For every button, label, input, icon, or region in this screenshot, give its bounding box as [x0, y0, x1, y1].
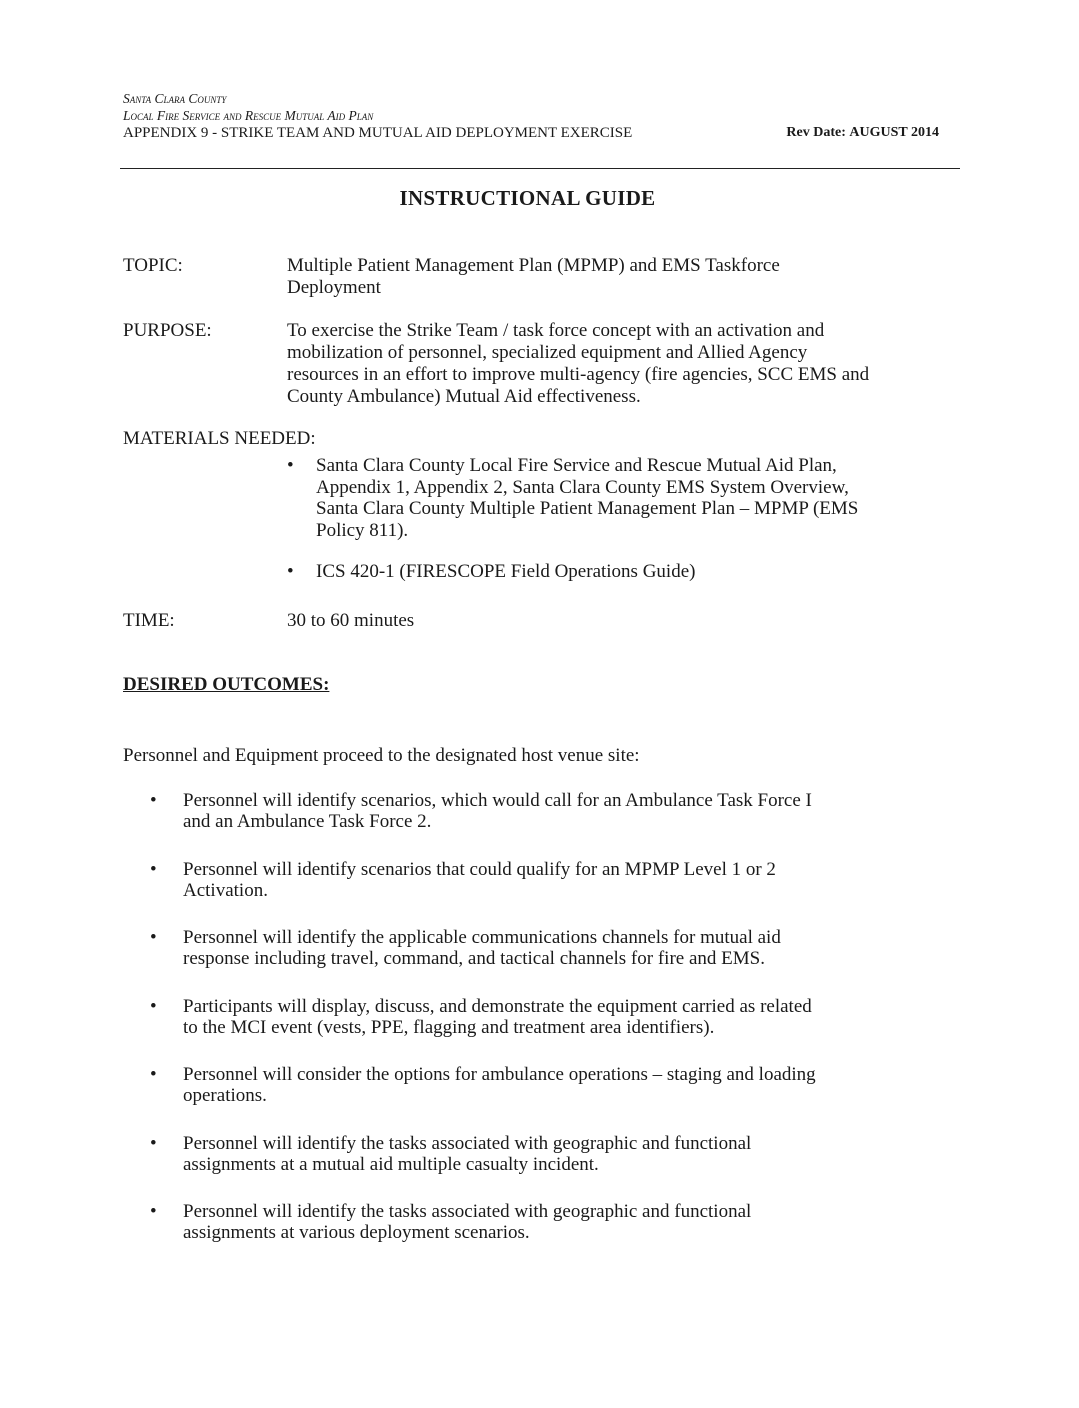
rev-date-label: Rev Date:: [786, 125, 846, 140]
bullet-icon: •: [150, 1064, 157, 1085]
topic-label: TOPIC:: [123, 255, 183, 276]
rev-date-value: AUGUST 2014: [849, 125, 939, 140]
bullet-icon: •: [150, 927, 157, 948]
outcome-line: Personnel will identify the tasks associated with geographic and functional: [183, 1132, 752, 1154]
outcome-item: [150, 790, 950, 859]
header-county: Santa Clara County: [123, 91, 227, 106]
outcome-line: Personnel will identify the applicable communications channels for mutual aid: [183, 927, 781, 948]
materials-line: ICS 420-1 (FIRESCOPE Field Operations Guide): [316, 561, 696, 582]
desired-outcomes-intro: Personnel and Equipment proceed to the designated host venue site:: [123, 745, 640, 766]
materials-label: MATERIALS NEEDED:: [123, 428, 316, 449]
header-appendix: APPENDIX 9 - STRIKE TEAM AND MUTUAL AID DEPLOYMENT EXERCISE: [123, 125, 633, 141]
outcome-line: Participants will display, discuss, and demonstrate the equipment carried as related: [183, 995, 812, 1017]
outcome-line: Personnel will consider the options for ambulance operations – staging and loading: [183, 1064, 816, 1085]
outcome-line: Activation.: [183, 879, 268, 901]
bullet-icon: •: [150, 790, 157, 811]
outcome-line: Personnel will identify scenarios that could qualify for an MPMP Level 1 or 2: [183, 858, 776, 880]
materials-item: [287, 455, 947, 541]
bullet-icon: •: [287, 561, 294, 582]
outcome-item: [150, 927, 950, 996]
bullet-icon: •: [150, 1132, 157, 1154]
purpose-text: [287, 320, 957, 408]
purpose-line: County Ambulance) Mutual Aid effectiveness.: [287, 386, 641, 407]
outcome-line: and an Ambulance Task Force 2.: [183, 811, 432, 832]
materials-line: Santa Clara County Local Fire Service and Rescue Mutual Aid Plan,: [316, 455, 837, 476]
outcome-item: [150, 1201, 950, 1270]
time-value: 30 to 60 minutes: [287, 610, 415, 631]
outcome-item: [150, 859, 950, 928]
bullet-icon: •: [150, 995, 157, 1017]
purpose-line: resources in an effort to improve multi-agency (fire agencies, SCC EMS and: [287, 364, 870, 385]
outcome-line: assignments at various deployment scenarios.: [183, 1222, 530, 1243]
purpose-line: mobilization of personnel, specialized equipment and Allied Agency: [287, 342, 808, 363]
outcome-line: response including travel, command, and tactical channels for fire and EMS.: [183, 948, 765, 969]
outcome-line: Personnel will identify scenarios, which would call for an Ambulance Task Force I: [183, 790, 812, 811]
outcome-line: to the MCI event (vests, PPE, flagging and treatment area identifiers).: [183, 1016, 715, 1038]
header-rev-date: [786, 124, 939, 142]
time-label: TIME:: [123, 610, 175, 631]
outcome-item: [150, 1064, 950, 1133]
outcome-line: assignments at a mutual aid multiple casualty incident.: [183, 1153, 599, 1175]
materials-line: Policy 811).: [316, 519, 409, 541]
materials-line: Appendix 1, Appendix 2, Santa Clara County EMS System Overview,: [316, 476, 849, 498]
outcome-item: [150, 996, 950, 1065]
header-divider: [120, 168, 960, 169]
topic-line: Deployment: [287, 277, 381, 298]
outcome-line: Personnel will identify the tasks associated with geographic and functional: [183, 1201, 752, 1222]
bullet-icon: •: [150, 1201, 157, 1222]
purpose-label: PURPOSE:: [123, 320, 212, 341]
bullet-icon: •: [150, 858, 157, 880]
page-title: INSTRUCTIONAL GUIDE: [399, 186, 656, 210]
outcome-item: [150, 1133, 950, 1202]
materials-line: Santa Clara County Multiple Patient Management Plan – MPMP (EMS: [316, 498, 859, 519]
outcomes-list: [150, 790, 950, 1270]
bullet-icon: •: [287, 455, 294, 476]
purpose-line: To exercise the Strike Team / task force concept with an activation and: [287, 320, 825, 341]
topic-text: [287, 255, 957, 299]
materials-list: [287, 455, 947, 603]
header-plan-name: Local Fire Service and Rescue Mutual Aid Plan: [123, 108, 374, 123]
topic-line: Multiple Patient Management Plan (MPMP) and EMS Taskforce: [287, 255, 780, 276]
header-appendix-row: [123, 124, 939, 142]
desired-outcomes-heading: DESIRED OUTCOMES:: [123, 674, 330, 695]
outcome-line: operations.: [183, 1085, 267, 1106]
materials-item: [287, 561, 947, 583]
